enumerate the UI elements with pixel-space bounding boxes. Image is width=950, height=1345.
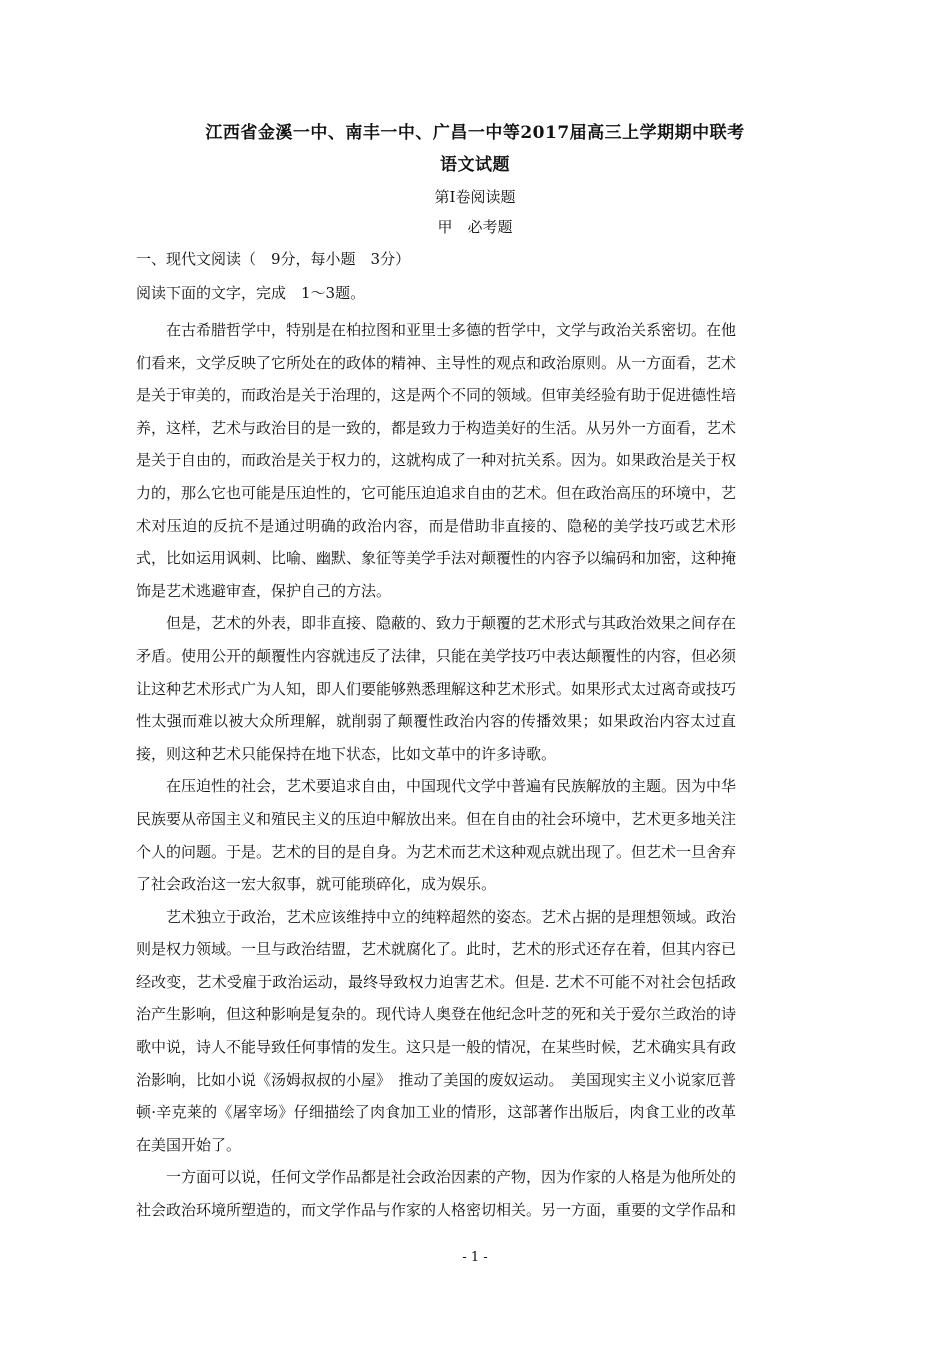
paragraph: 艺术独立于政治，艺术应该维持中立的纯粹超然的姿态。艺术占据的是理想领域。政治则是权力领域。一旦与政治结盟，艺术就腐化了。此时，艺术的形式还存在着，但其内容已经改变，艺术受雇于政治运动，最终导致权力迫害艺术。但是. 艺术不可能不对社会包括政治产生影响，但这种影响是复杂的。现代诗人奥登在他纪念叶芝的死和关于爱尔兰政治的诗歌中说，诗人不能导致任何事情的发生。这只是一般的情况，在某些时候，艺术确实具有政治影响，比如小说《汤姆叔叔的小屋》 推动了美国的废奴运动。 美国现实主义小说家厄普顿·辛克莱的《屠宰场》仔细描绘了肉食加工业的情形，这部著作出版后，肉食工业的改革在美国开始了。 [136, 907, 737, 1154]
reading-passage [136, 314, 736, 1227]
section-instruction: 阅读下面的文字，完成 1～3题。 [136, 284, 366, 302]
document-subtitle: 语文试题 [440, 155, 510, 175]
part-heading: 甲 必考题 [437, 218, 513, 236]
document-title: 江西省金溪一中、南丰一中、广昌一中等2017届高三上学期期中联考 [205, 123, 745, 143]
paragraph: 一方面可以说，任何文学作品都是社会政治因素的产物，因为作家的人格是为他所处的社会政治环境所塑造的，而文学作品与作家的人格密切相关。另一方面，重要的文学作品和 [136, 1168, 737, 1220]
volume-heading: 第Ⅰ卷阅读题 [434, 188, 516, 206]
paragraph: 但是，艺术的外表，即非直接、隐蔽的、致力于颠覆的艺术形式与其政治效果之间存在矛盾。使用公开的颠覆性内容就违反了法律，只能在美学技巧中表达颠覆性的内容，但必须让这种艺术形式广为人知，即人们要能够熟悉理解这种艺术形式。如果形式太过离奇或技巧性太强而难以被大众所理解，就削弱了颠覆性政治内容的传播效果；如果政治内容太过直接，则这种艺术只能保持在地下状态，比如文革中的许多诗歌。 [136, 614, 737, 763]
page-number: - 1 - [462, 1250, 488, 1265]
section-heading: 一、现代文阅读（ 9分，每小题 3分） [136, 250, 411, 268]
paragraph: 在古希腊哲学中，特别是在柏拉图和亚里士多德的哲学中，文学与政治关系密切。在他们看来，文学反映了它所处在的政体的精神、主导性的观点和政治原则。从一方面看，艺术是关于审美的，而政治是关于治理的，这是两个不同的领域。但审美经验有助于促进德性培养，这样，艺术与政治目的是一致的，都是致力于构造美好的生活。从另外一方面看，艺术是关于自由的，而政治是关于权力的，这就构成了一种对抗关系。因为。如果政治是关于权力的，那么它也可能是压迫性的，它可能压迫追求自由的艺术。但在政治高压的环境中，艺术对压迫的反抗不是通过明确的政治内容，而是借助非直接的、隐秘的美学技巧或艺术形式，比如运用讽刺、比喻、幽默、象征等美学手法对颠覆性的内容予以编码和加密，这种掩饰是艺术逃避审查，保护自己的方法。 [136, 321, 737, 600]
paragraph: 在压迫性的社会，艺术要追求自由，中国现代文学中普遍有民族解放的主题。因为中华民族要从帝国主义和殖民主义的压迫中解放出来。但在自由的社会环境中，艺术更多地关注个人的问题。于是。艺术的目的是自身。为艺术而艺术这种观点就出现了。但艺术一旦舍弃了社会政治这一宏大叙事，就可能琐碎化，成为娱乐。 [136, 777, 737, 894]
